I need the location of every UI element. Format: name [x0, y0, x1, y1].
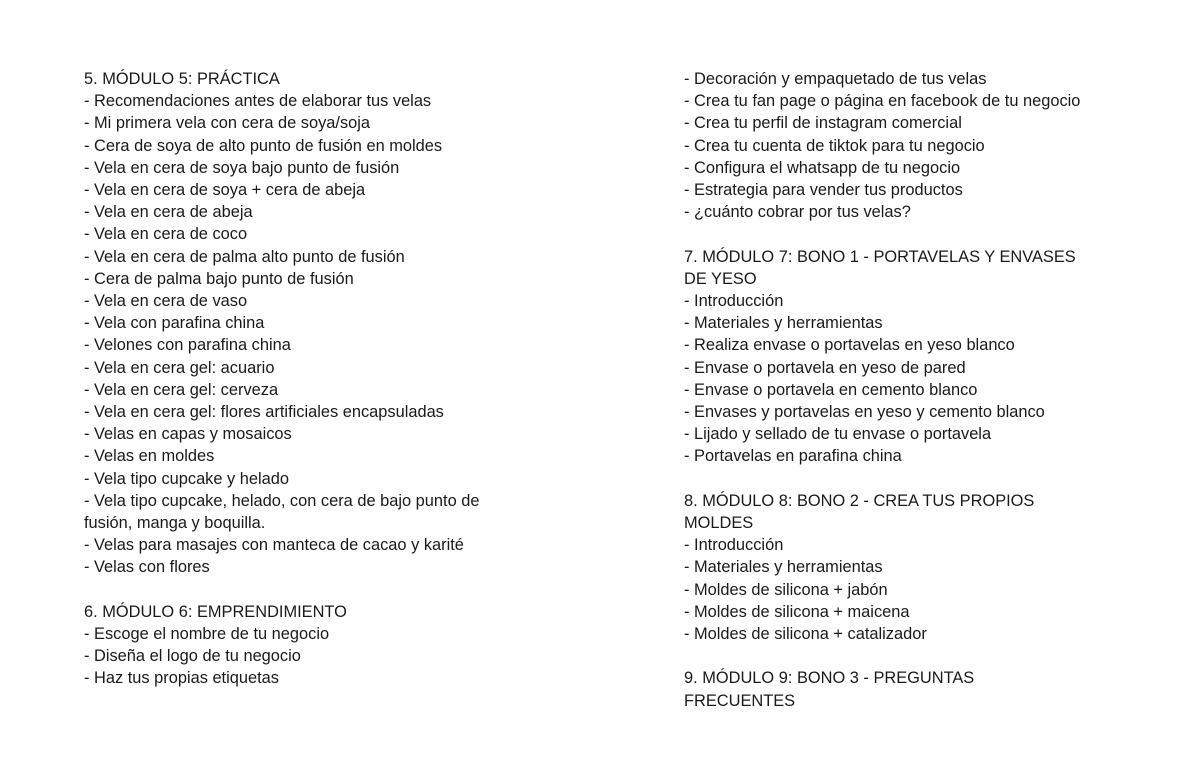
section-heading: 5. MÓDULO 5: PRÁCTICA [84, 70, 280, 88]
list-item: - Introducción [684, 292, 784, 311]
list-item: - Vela en cera de coco [84, 225, 248, 244]
list-item: - Crea tu fan page o página en facebook de tu negocio [684, 92, 1081, 111]
right-column [684, 68, 1124, 712]
list-item: - Cera de soya de alto punto de fusión en moldes [84, 136, 443, 155]
list-item: - Envases y portavelas en yeso y cemento blanco [684, 403, 1045, 422]
section-heading: 8. MÓDULO 8: BONO 2 - CREA TUS PROPIOS [684, 491, 1035, 510]
modulo-8-section [684, 490, 1124, 645]
list-item: - Crea tu cuenta de tiktok para tu negocio [684, 136, 985, 155]
list-item: - Vela en cera de abeja [84, 203, 253, 222]
list-item: - Vela en cera gel: cerveza [84, 380, 279, 399]
section-heading: 7. MÓDULO 7: BONO 1 - PORTAVELAS Y ENVASES [684, 247, 1076, 266]
list-item: - Estrategia para vender tus productos [684, 181, 963, 200]
section-heading-continuation: MOLDES [684, 514, 754, 533]
list-item: - Vela en cera de vaso [84, 292, 248, 311]
list-item: - Vela con parafina china [84, 314, 265, 333]
section-heading: 9. MÓDULO 9: BONO 3 - PREGUNTAS [684, 669, 975, 688]
list-item: - Moldes de silicona + maicena [684, 602, 910, 621]
section-heading: 6. MÓDULO 6: EMPRENDIMIENTO [84, 602, 347, 621]
list-item: - Envase o portavela en cemento blanco [684, 380, 978, 399]
list-item: - Vela en cera gel: flores artificiales encapsuladas [84, 403, 444, 422]
list-item: - Configura el whatsapp de tu negocio [684, 158, 961, 177]
modulo-6-section [84, 601, 524, 690]
list-item: - Crea tu perfil de instagram comercial [684, 114, 962, 133]
list-item: - Velas en moldes [84, 447, 215, 466]
section-heading-continuation: DE YESO [684, 269, 757, 288]
list-item: - Vela en cera de soya bajo punto de fusión [84, 158, 400, 177]
list-item: - Recomendaciones antes de elaborar tus velas [84, 92, 432, 111]
section-heading-continuation: FRECUENTES [684, 691, 796, 710]
list-item: - Portavelas en parafina china [684, 447, 902, 466]
list-item: - Vela en cera de soya + cera de abeja [84, 181, 366, 200]
list-item: - Velones con parafina china [84, 336, 291, 355]
list-item: - Mi primera vela con cera de soya/soja [84, 114, 371, 133]
modulo-7-section [684, 246, 1124, 468]
section-gap [684, 645, 1124, 667]
list-item: - Escoge el nombre de tu negocio [84, 625, 330, 644]
list-item: - Vela en cera gel: acuario [84, 358, 275, 377]
list-item: - Moldes de silicona + jabón [684, 580, 888, 599]
modulo-9-section [684, 667, 1124, 711]
modulo-5-section [84, 68, 524, 579]
section-gap [84, 579, 524, 601]
list-item: - Velas en capas y mosaicos [84, 425, 292, 444]
list-item-continuation: fusión, manga y boquilla. [84, 514, 266, 533]
list-item: - Decoración y empaquetado de tus velas [684, 70, 987, 88]
list-item: - Materiales y herramientas [684, 314, 883, 333]
list-item: - Cera de palma bajo punto de fusión [84, 269, 354, 288]
list-item: - ¿cuánto cobrar por tus velas? [684, 203, 911, 222]
list-item: - Moldes de silicona + catalizador [684, 625, 927, 644]
list-item: - Lijado y sellado de tu envase o portavela [684, 425, 992, 444]
list-item: - Vela tipo cupcake y helado [84, 469, 290, 488]
list-item: - Envase o portavela en yeso de pared [684, 358, 966, 377]
left-column [84, 68, 524, 690]
list-item: - Vela tipo cupcake, helado, con cera de bajo punto de [84, 491, 480, 510]
list-item: - Introducción [684, 536, 784, 555]
section-gap [684, 468, 1124, 490]
section-gap [684, 223, 1124, 245]
list-item: - Materiales y herramientas [684, 558, 883, 577]
list-item: - Diseña el logo de tu negocio [84, 647, 301, 666]
list-item: - Velas para masajes con manteca de cacao y karité [84, 536, 464, 555]
list-item: - Vela en cera de palma alto punto de fusión [84, 247, 405, 266]
modulo-6-continued-section [684, 68, 1124, 223]
list-item: - Realiza envase o portavelas en yeso blanco [684, 336, 1015, 355]
list-item: - Haz tus propias etiquetas [84, 669, 279, 688]
list-item: - Velas con flores [84, 558, 210, 577]
